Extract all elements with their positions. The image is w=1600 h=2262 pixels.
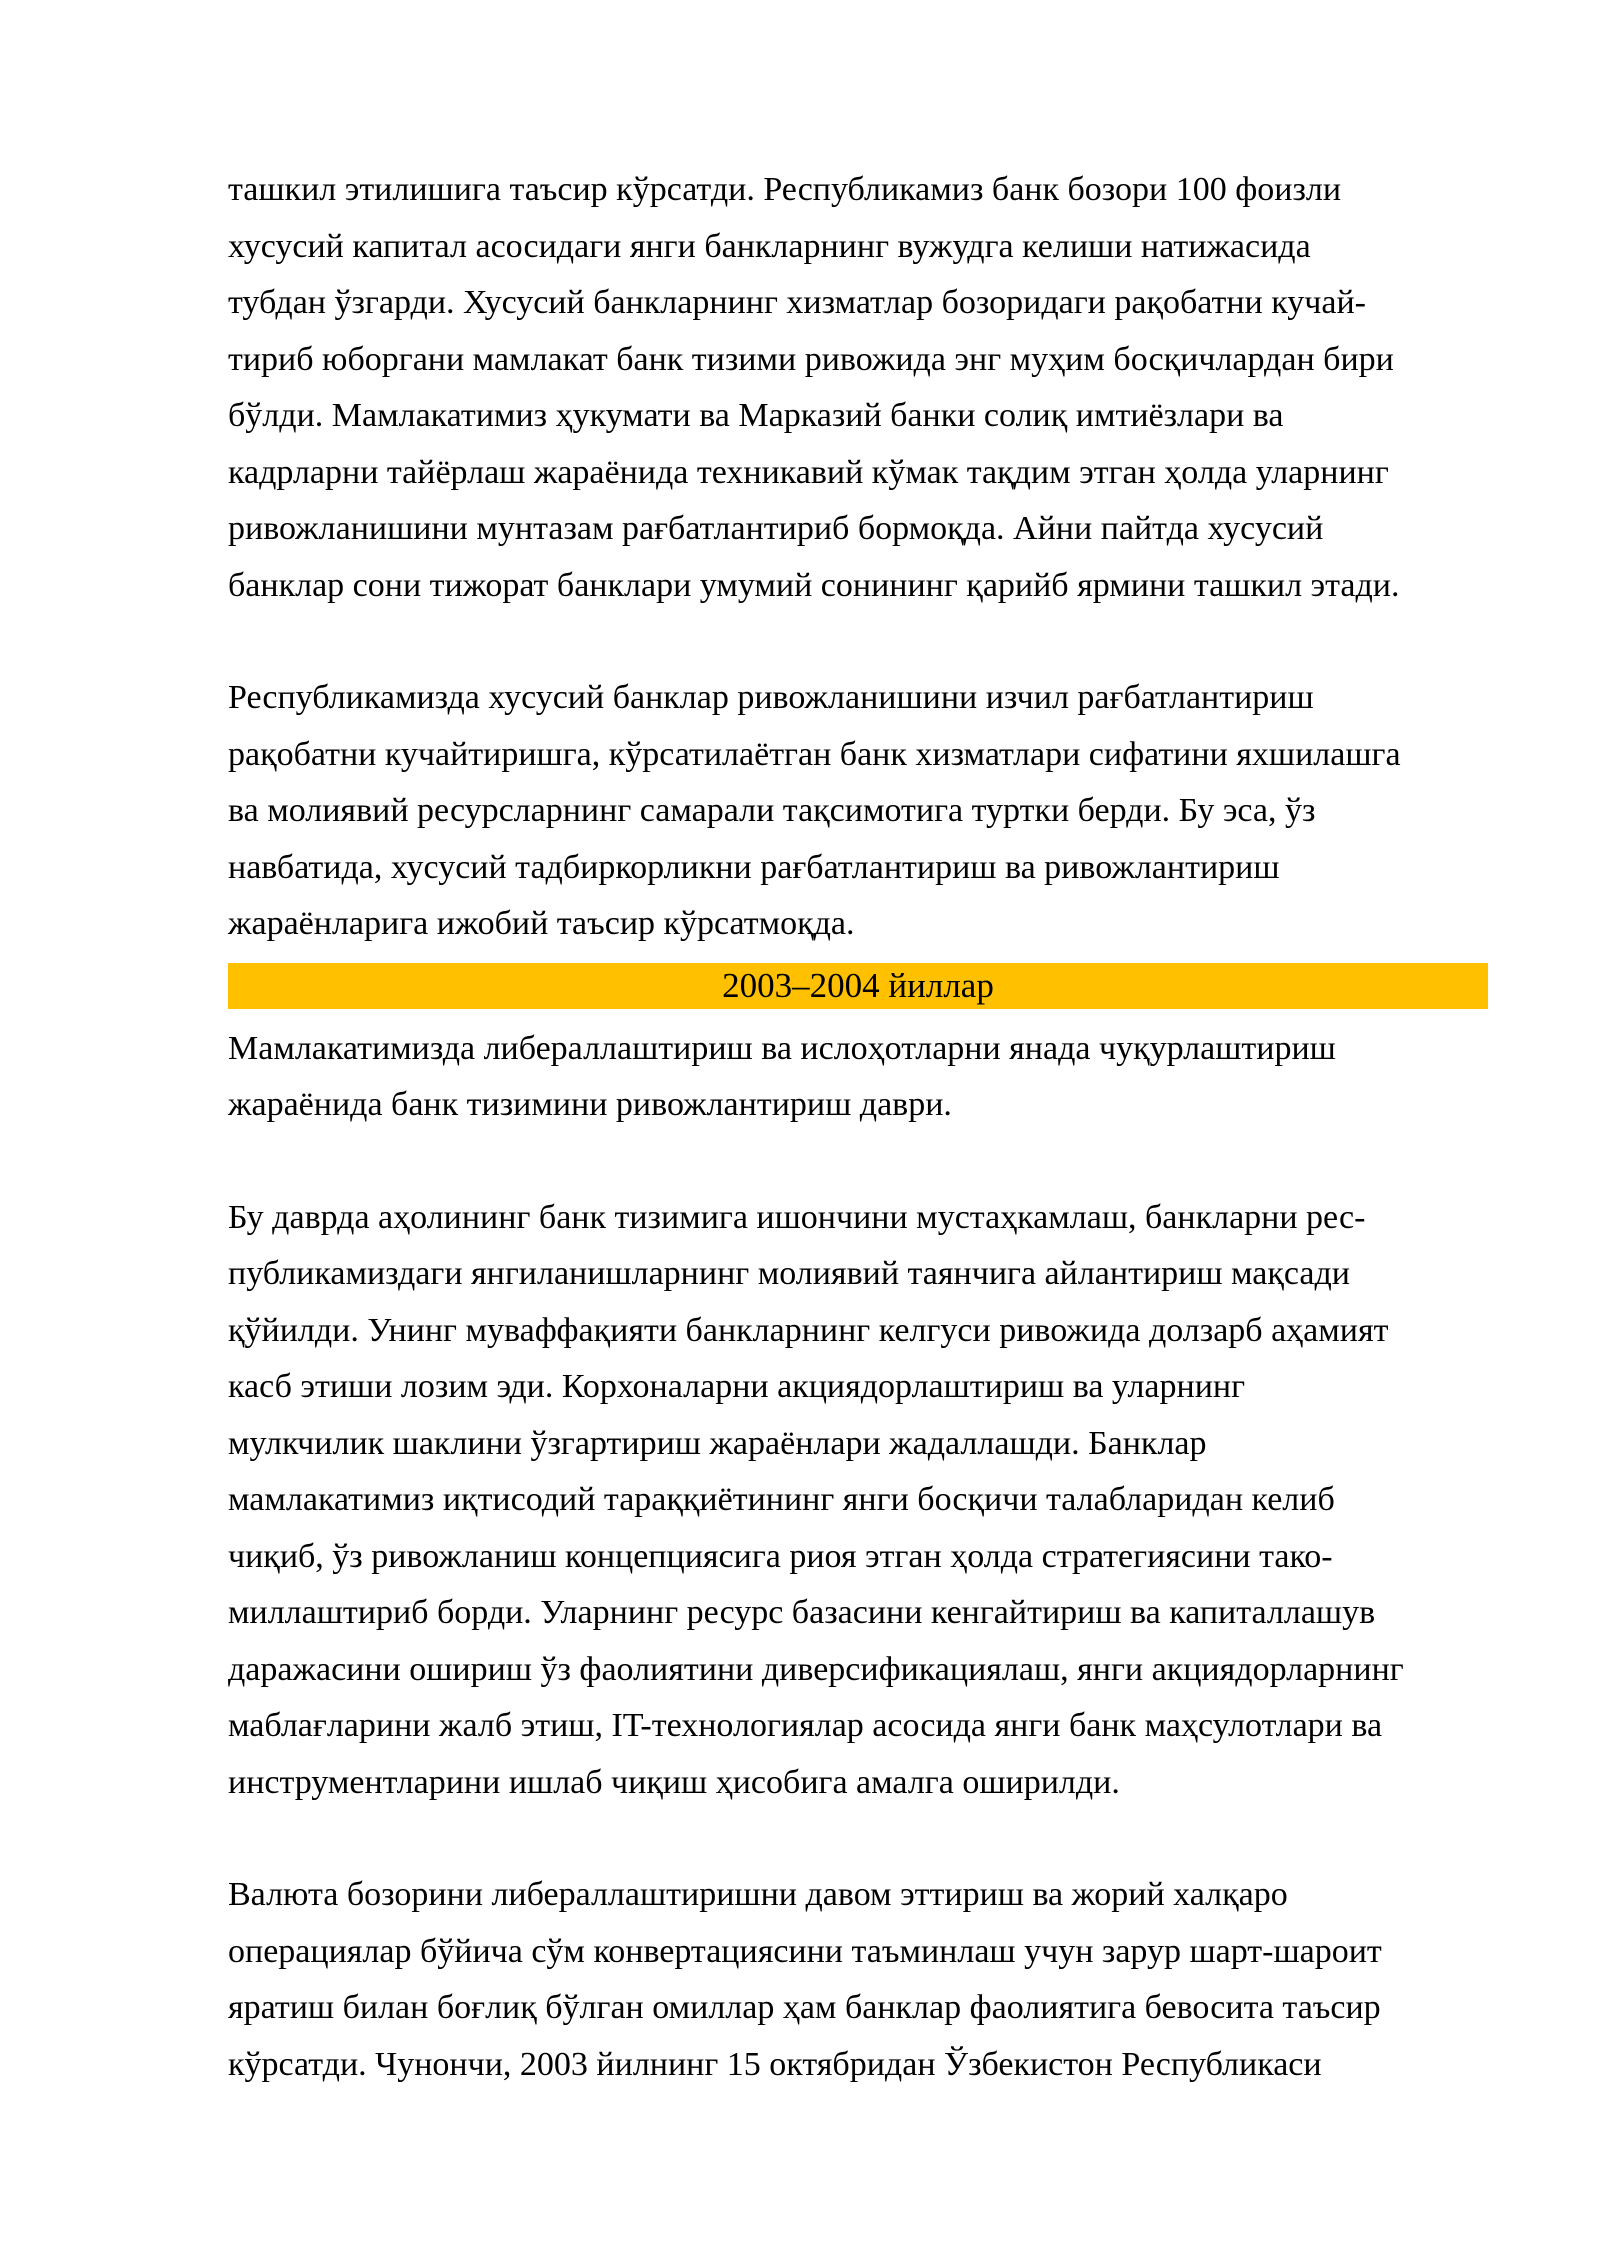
text-line: Республикамизда хусусий банклар ривожланишини изчил рағбатлантириш bbox=[228, 679, 1314, 716]
text-line: миллаштириб борди. Уларнинг ресурс базасини кенгайтириш ва капиталлашув bbox=[228, 1594, 1376, 1631]
text-line: тириб юборгани мамлакат банк тизими ривожида энг муҳим босқичлардан бири bbox=[228, 340, 1394, 378]
text-line: кадрларни тайёрлаш жараёнида техникавий кўмак тақдим этган ҳолда уларнинг bbox=[228, 453, 1389, 491]
text-line: мулкчилик шаклини ўзгартириш жараёнлари жадаллашди. Банклар bbox=[228, 1424, 1207, 1462]
text-line: даражасини ошириш ўз фаолиятини диверсификациялаш, янги акциядорларнинг bbox=[228, 1650, 1404, 1688]
text-line: яратиш билан боғлиқ бўлган омиллар ҳам банклар фаолиятига бевосита таъсир bbox=[228, 1989, 1381, 2026]
document-body bbox=[228, 162, 1488, 2093]
text-line: касб этиши лозим эди. Корхоналарни акциядорлаштириш ва уларнинг bbox=[228, 1368, 1246, 1405]
text-line: қўйилди. Унинг муваффақияти банкларнинг келгуси ривожида долзарб аҳамият bbox=[228, 1311, 1389, 1349]
text-line: хусусий капитал асосидаги янги банкларнинг вужудга келиши натижасида bbox=[228, 227, 1311, 265]
paragraph-spacer bbox=[228, 614, 1488, 670]
paragraph-liberalization-period bbox=[228, 1021, 1488, 1134]
text-line: жараёнида банк тизимини ривожлантириш даври. bbox=[228, 1086, 952, 1123]
text-line: навбатида, хусусий тадбиркорликни рағбатлантириш ва ривожлантириш bbox=[228, 848, 1280, 886]
paragraph-spacer bbox=[228, 1811, 1488, 1867]
paragraph-public-trust bbox=[228, 1190, 1488, 1812]
text-line: ривожланишини мунтазам рағбатлантириб бормоқда. Айни пайтда хусусий bbox=[228, 510, 1324, 547]
text-line: ташкил этилишига таъсир кўрсатди. Республикамиз банк бозори 100 фоизли bbox=[228, 171, 1342, 208]
text-line: рақобатни кучайтиришга, кўрсатилаётган банк хизматлари сифатини яхшилашга bbox=[228, 735, 1401, 773]
text-line: Бу даврда аҳолининг банк тизимига ишончини мустаҳкамлаш, банкларни рес- bbox=[228, 1198, 1366, 1236]
paragraph-competition bbox=[228, 670, 1488, 953]
text-line: мамлакатимиз иқтисодий тараққиётининг янги босқичи талабларидан келиб bbox=[228, 1481, 1335, 1518]
text-line: публикамиздаги янгиланишларнинг молиявий таянчига айлантириш мақсади bbox=[228, 1255, 1350, 1292]
text-line: операциялар бўйича сўм конвертациясини таъминлаш учун зарур шарт-шароит bbox=[228, 1932, 1382, 1970]
text-line: тубдан ўзгарди. Хусусий банкларнинг хизматлар бозоридаги рақобатни кучай- bbox=[228, 284, 1366, 321]
section-heading-band bbox=[228, 963, 1488, 1009]
text-line: банклар сони тижорат банклари умумий сонининг қарийб ярмини ташкил этади. bbox=[228, 566, 1400, 604]
paragraph-private-banks bbox=[228, 162, 1488, 614]
text-line: Мамлакатимизда либераллаштириш ва ислоҳотларни янада чуқурлаштириш bbox=[228, 1029, 1336, 1067]
text-line: жараёнларига ижобий таъсир кўрсатмоқда. bbox=[228, 905, 855, 942]
text-line: кўрсатди. Чунончи, 2003 йилнинг 15 октябридан Ўзбекистон Республикаси bbox=[228, 2045, 1322, 2083]
text-line: бўлди. Мамлакатимиз ҳукумати ва Марказий банки солиқ имтиёзлари ва bbox=[228, 397, 1284, 434]
text-line: маблағларини жалб этиш, IT-технологиялар асосида янги банк маҳсулотлари ва bbox=[228, 1707, 1383, 1744]
text-line: ва молиявий ресурсларнинг самарали тақсимотига туртки берди. Бу эса, ўз bbox=[228, 792, 1316, 829]
text-line: инструментларини ишлаб чиқиш ҳисобига амалга оширилди. bbox=[228, 1763, 1120, 1801]
text-line: Валюта бозорини либераллаштиришни давом эттириш ва жорий халқаро bbox=[228, 1876, 1288, 1913]
section-heading: 2003–2004 йиллар bbox=[722, 965, 994, 1005]
text-line: чиқиб, ўз ривожланиш концепциясига риоя этган ҳолда стратегиясини тако- bbox=[228, 1537, 1333, 1575]
paragraph-spacer bbox=[228, 1134, 1488, 1190]
paragraph-currency-market bbox=[228, 1867, 1488, 2093]
